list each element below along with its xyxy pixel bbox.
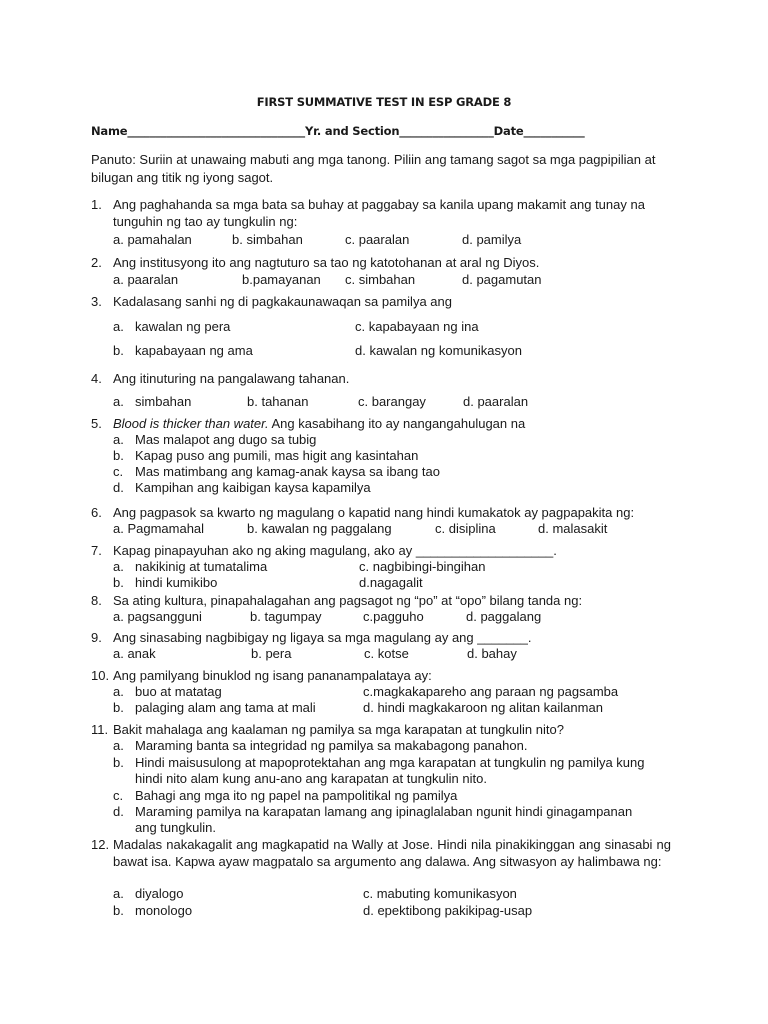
option-b-line-1: Hindi maisusulong at mapoprotektahan ang mga karapatan at tungkulin ng pamilya kung	[135, 755, 645, 770]
question-number: 7.	[91, 543, 102, 558]
instructions: Panuto: Suriin at unawaing mabuti ang mga tanong. Piliin ang tamang sagot sa mga pagpipilian at bilugan ang titik ng iyong sagot.	[91, 152, 656, 185]
question-number: 12.	[91, 837, 110, 852]
option-c: c. mabuting komunikasyon	[363, 886, 517, 901]
question-number: 6.	[91, 505, 102, 520]
option-d: d. malasakit	[538, 521, 608, 536]
question-number: 3.	[91, 294, 102, 309]
option-b: hindi kumikibo	[135, 575, 218, 590]
option-a: Maraming banta sa integridad ng pamilya sa makabagong panahon.	[135, 738, 528, 753]
option-c-letter: c.	[113, 788, 124, 803]
option-d: d. hindi magkakaroon ng alitan kailanman	[363, 700, 603, 715]
question-number: 5.	[91, 416, 102, 431]
question-number: 11.	[91, 722, 109, 737]
option-b: Kapag puso ang pumili, mas higit ang kasintahan	[135, 448, 419, 463]
option-b: kapabayaan ng ama	[135, 343, 253, 358]
question-6	[91, 505, 671, 536]
option-a-letter: a.	[113, 394, 124, 409]
option-c: c. paaralan	[345, 232, 410, 247]
option-d-letter: d.	[113, 480, 124, 495]
option-b: b.pamayanan	[242, 272, 321, 287]
proverb-text: Blood is thicker than water.	[113, 416, 269, 431]
question-text: Kadalasang sanhi ng di pagkakaunawaqan sa pamilya ang	[113, 294, 452, 309]
test-title: FIRST SUMMATIVE TEST IN ESP GRADE 8	[256, 95, 512, 109]
question-text: Ang pagpasok sa kwarto ng magulang o kapatid nang hindi kumakatok ay pagpapakita ng:	[113, 505, 635, 520]
option-c: Mas matimbang ang kamag-anak kaysa sa ibang tao	[135, 464, 440, 479]
question-text: Kapag pinapayuhan ako ng aking magulang, ako ay ___________________.	[113, 543, 557, 558]
question-3	[91, 294, 671, 358]
option-b: b. tahanan	[247, 394, 309, 409]
option-a: buo at matatag	[135, 684, 222, 699]
option-b-letter: b.	[113, 755, 124, 770]
question-number: 1.	[91, 197, 102, 212]
option-a: simbahan	[135, 394, 192, 409]
option-d: Kampihan ang kaibigan kaysa kapamilya	[135, 480, 371, 495]
question-number: 4.	[91, 371, 102, 386]
question-1	[91, 197, 671, 247]
option-a-letter: a.	[113, 684, 124, 699]
option-a: Mas malapot ang dugo sa tubig	[135, 432, 317, 447]
question-9	[91, 630, 671, 661]
header-fields: Name________________________________Yr. and Section_________________Date___________	[91, 124, 585, 138]
option-d: d. bahay	[467, 646, 517, 661]
option-c: c. simbahan	[345, 272, 416, 287]
option-a: kawalan ng pera	[135, 319, 231, 334]
option-a-letter: a.	[113, 432, 124, 447]
option-c: c. barangay	[358, 394, 426, 409]
option-a: diyalogo	[135, 886, 184, 901]
option-a-letter: a.	[113, 738, 124, 753]
question-text: Ang institusyong ito ang nagtuturo sa tao ng katotohanan at aral ng Diyos.	[113, 255, 540, 270]
option-a: a. Pagmamahal	[113, 521, 205, 536]
question-text: Ang pamilyang binuklod ng isang pananampalataya ay:	[113, 668, 432, 683]
option-a-letter: a.	[113, 886, 124, 901]
question-text: Sa ating kultura, pinapahalagahan ang pagsagot ng “po” at “opo” bilang tanda ng:	[113, 593, 583, 608]
question-text: Ang paghahanda sa mga bata sa buhay at paggabay sa kanila upang makamit ang tunay na tunguhin ng tao ay tungkulin ng:	[113, 197, 645, 229]
option-d: d. paggalang	[466, 609, 542, 624]
option-d-line-1: Maraming pamilya na karapatan lamang ang ipinaglalaban ngunit hindi ginagampanan	[135, 804, 633, 819]
option-c: c.magkakapareho ang paraan ng pagsamba	[363, 684, 619, 699]
question-10	[91, 668, 671, 715]
question-number: 10.	[91, 668, 110, 683]
option-d: d. paaralan	[463, 394, 529, 409]
question-text: Bakit mahalaga ang kaalaman ng pamilya sa mga karapatan at tungkulin nito?	[113, 722, 564, 737]
option-d: d. epektibong pakikipag-usap	[363, 903, 533, 918]
question-5	[91, 416, 671, 495]
question-text: Ang sinasabing nagbibigay ng ligaya sa mga magulang ay ang _______.	[113, 630, 532, 645]
question-text: Madalas nakakagalit ang magkapatid na Wally at Jose. Hindi nila pinakikinggan ang sinasabi ng bawat isa. Kapwa ayaw magpatalo sa argumento ang dalawa. Ang sitwasyon ay halimbawa ng:	[113, 837, 671, 869]
option-c: c. kapabayaan ng ina	[355, 319, 479, 334]
option-a: a. anak	[113, 646, 156, 661]
option-d: d. kawalan ng komunikasyon	[355, 343, 522, 358]
option-c: c. nagbibingi-bingihan	[359, 559, 486, 574]
option-c: c. kotse	[364, 646, 409, 661]
option-a: nakikinig at tumatalima	[135, 559, 268, 574]
question-number: 8.	[91, 593, 102, 608]
option-c: c. disiplina	[435, 521, 496, 536]
option-b-letter: b.	[113, 448, 124, 463]
option-d: d. pamilya	[462, 232, 522, 247]
question-11	[91, 722, 671, 835]
option-b: palaging alam ang tama at mali	[135, 700, 316, 715]
option-b: b. pera	[251, 646, 292, 661]
option-c: Bahagi ang mga ito ng papel na pampolitikal ng pamilya	[135, 788, 458, 803]
question-text: Ang itinuturing na pangalawang tahanan.	[113, 371, 350, 386]
option-a-letter: a.	[113, 559, 124, 574]
option-d: d. pagamutan	[462, 272, 542, 287]
option-a: a. paaralan	[113, 272, 179, 287]
option-c: c.pagguho	[363, 609, 424, 624]
option-b: b. kawalan ng paggalang	[247, 521, 392, 536]
option-b-letter: b.	[113, 575, 124, 590]
question-number: 2.	[91, 255, 102, 270]
option-d: d.nagagalit	[359, 575, 423, 590]
option-b-line-2: hindi nito alam kung anu-ano ang karapatan at tungkulin nito.	[135, 771, 487, 786]
question-text: Blood is thicker than water. Ang kasabihang ito ay nangangahulugan na	[113, 416, 526, 431]
option-b: b. tagumpay	[250, 609, 322, 624]
question-number: 9.	[91, 630, 102, 645]
option-d-line-2: ang tungkulin.	[135, 820, 216, 835]
option-c-letter: c.	[113, 464, 124, 479]
option-a: a. pagsangguni	[113, 609, 202, 624]
option-b: b. simbahan	[232, 232, 303, 247]
question-12	[91, 837, 671, 918]
option-b-letter: b.	[113, 700, 124, 715]
option-b-letter: b.	[113, 343, 124, 358]
option-a: a. pamahalan	[113, 232, 192, 247]
question-7	[91, 543, 671, 590]
option-d-letter: d.	[113, 804, 124, 819]
question-4	[91, 371, 671, 409]
question-2	[91, 255, 671, 287]
option-b: monologo	[135, 903, 193, 918]
option-a-letter: a.	[113, 319, 124, 334]
question-8	[91, 593, 671, 624]
option-b-letter: b.	[113, 903, 124, 918]
